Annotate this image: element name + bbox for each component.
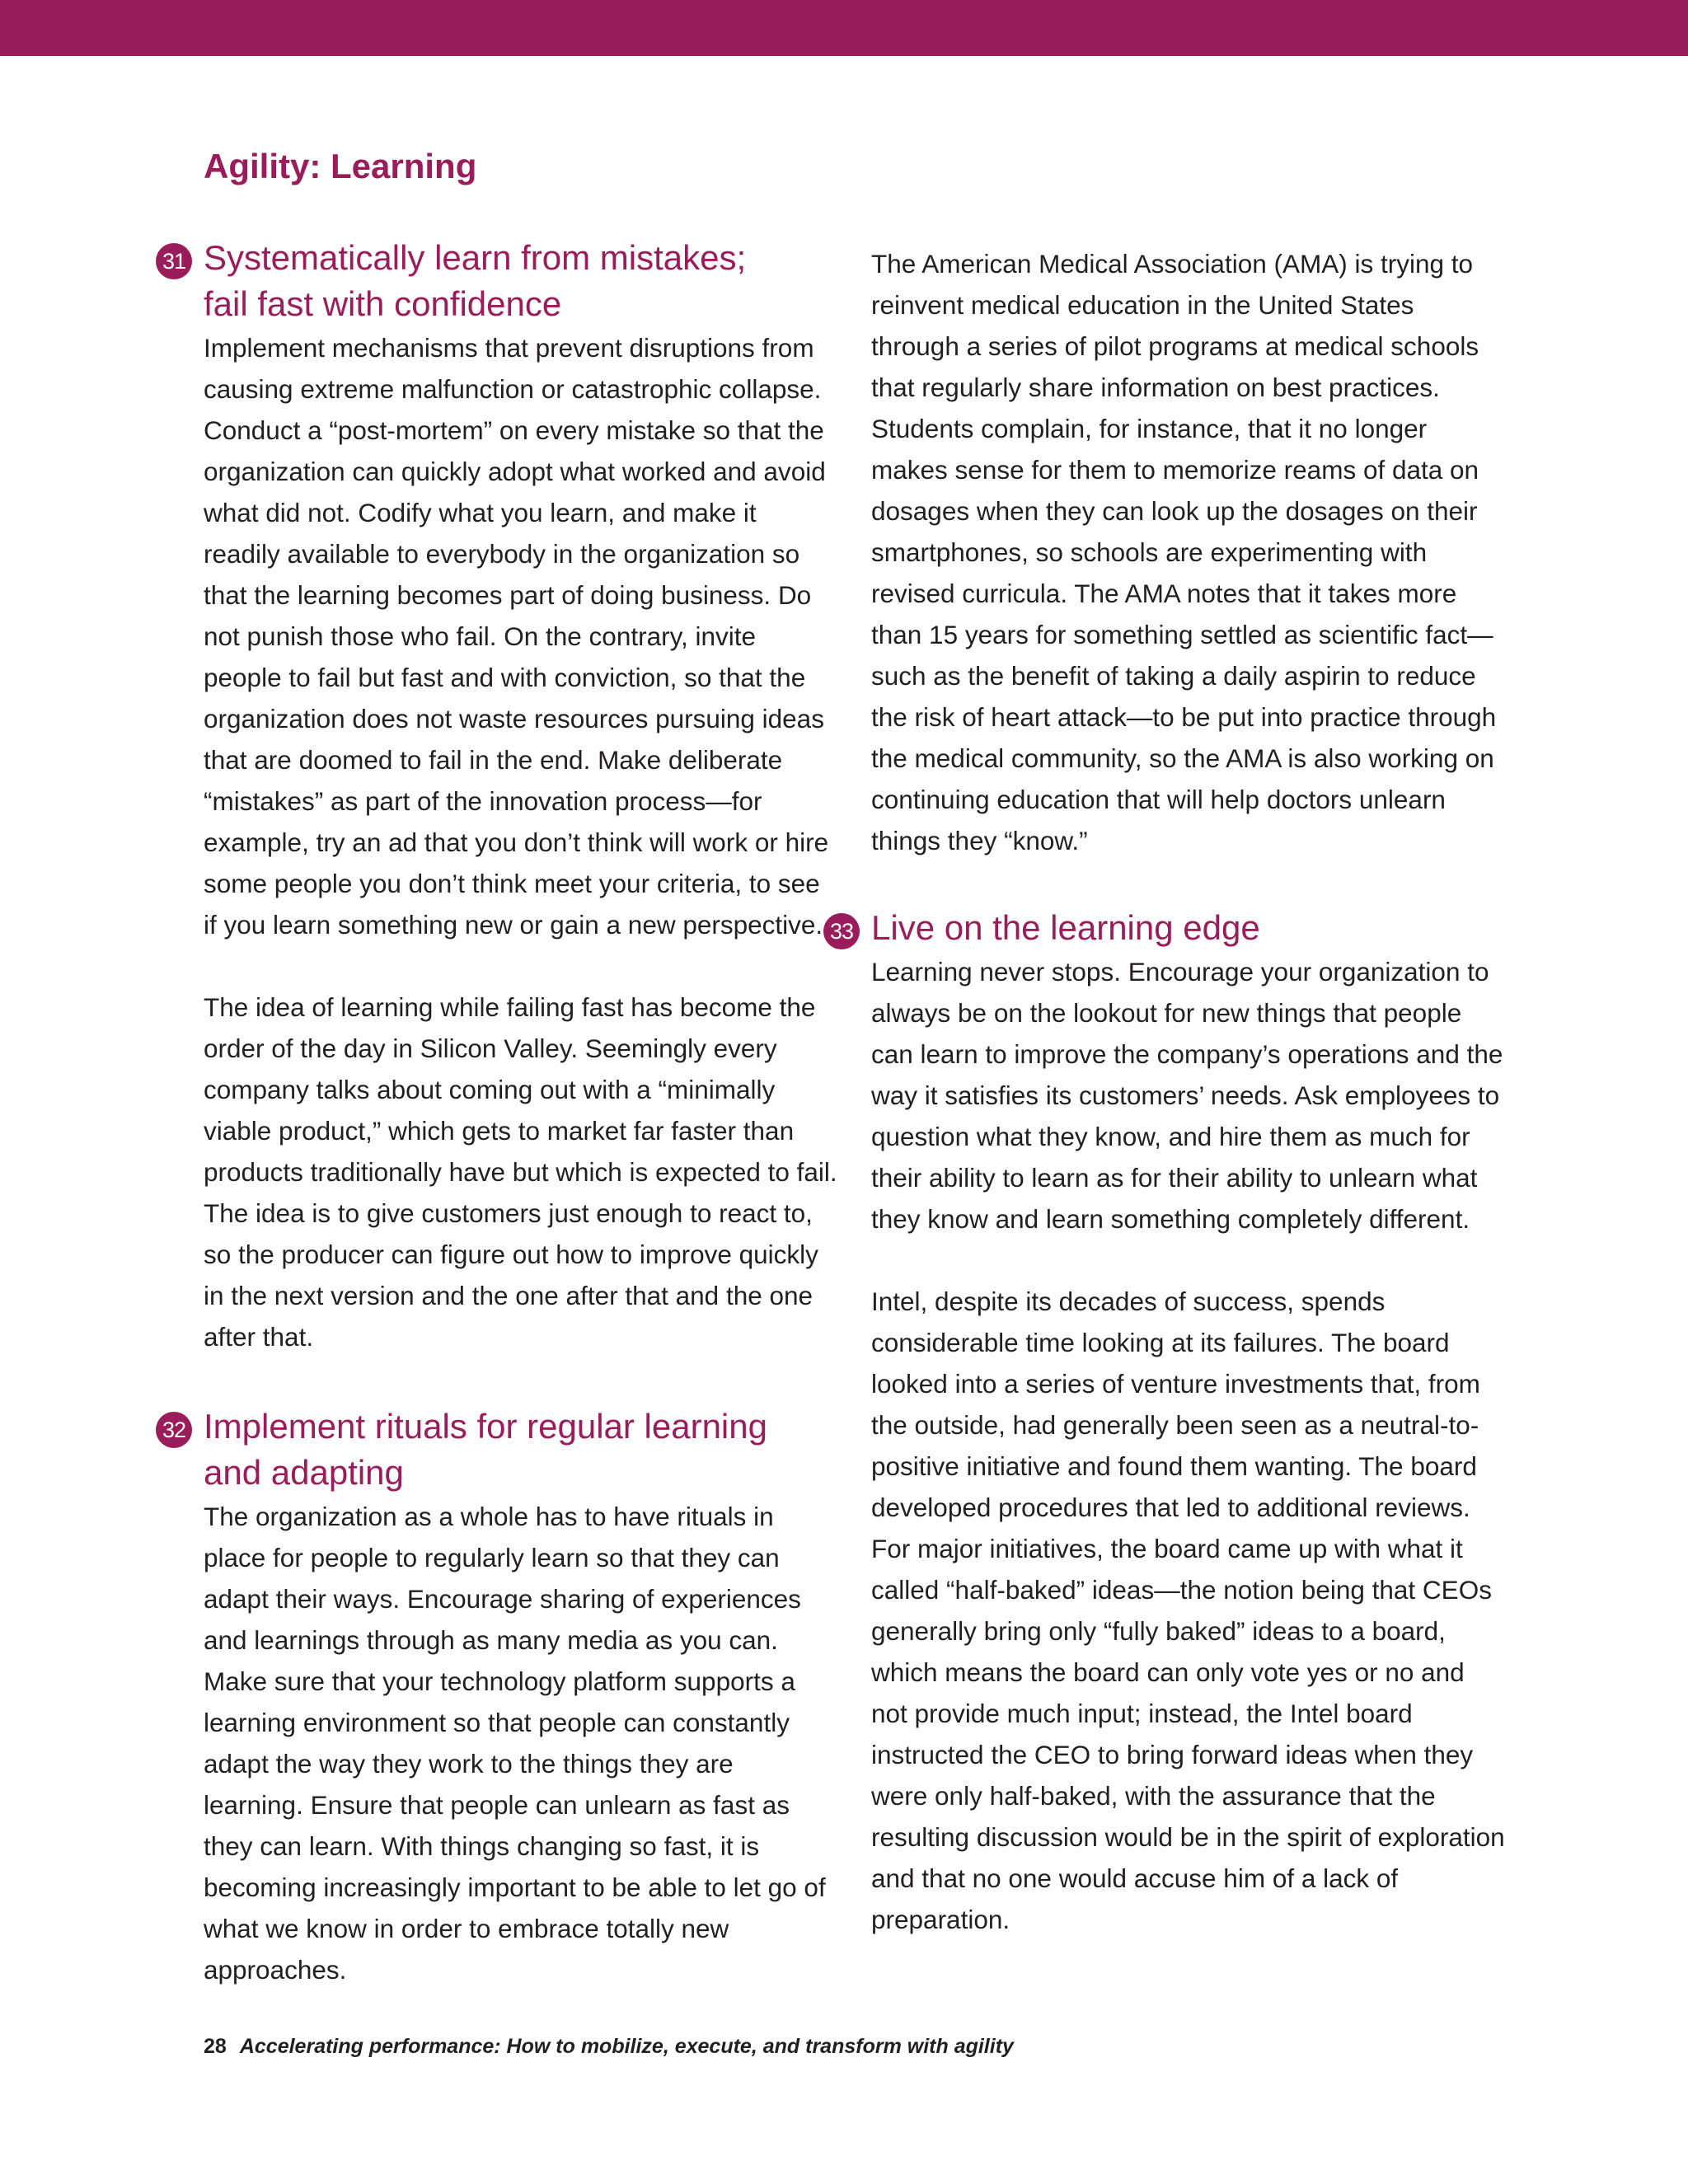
- ama-paragraph: The American Medical Association (AMA) is trying to reinvent medical education in the United States through a series of pilot programs at medical schools that regularly share information on best practices. Students complain, for instance, that it no longer makes sense for them to memorize reams of data on dosages when they can look up the dosages on their smartphones, so schools are experimenting with revised curricula. The AMA notes that it takes more than 15 years for something settled as scientific fact—such as the benefit of taking a daily aspirin to reduce the risk of heart attack—to be put into practice through the medical community, so the AMA is also working on continuing education that will help doctors unlearn things they “know.”: [871, 249, 1497, 855]
- item-33-paragraph-2: Intel, despite its decades of success, spends considerable time looking at its failures. The board looked into a series of venture investments that, from the outside, had generally been seen as a neutral-to-positive initiative and found them wanting. The board developed procedures that led to additional reviews. For major initiatives, the board came up with what it called “half-baked” ideas—the notion being that CEOs generally bring only “fully baked” ideas to a board, which means the board can only vote yes or no and not provide much input; instead, the Intel board instructed the CEO to bring forward ideas when they were only half-baked, with the assurance that the resulting discussion would be in the spirit of exploration and that no one would accuse him of a lack of preparation.: [871, 1286, 1505, 1934]
- item-number-badge: 32: [156, 1412, 192, 1448]
- item-heading-line2: and adapting: [204, 1453, 404, 1492]
- item-heading-line1: Live on the learning edge: [871, 908, 1260, 947]
- right-column-lower: [829, 905, 1506, 1940]
- right-column: [871, 243, 1506, 861]
- item-32-heading: [162, 1404, 838, 1496]
- left-column-lower: [162, 1404, 838, 1990]
- item-number-badge: 33: [823, 913, 860, 949]
- item-33-paragraph-1: Learning never stops. Encourage your organization to always be on the lookout for new things that people can learn to improve the company’s operations and the way it satisfies its customers’ needs. Ask employees to question what they know, and hire them as much for their ability to learn as for their ability to unlearn what they know and learn something completely different.: [871, 957, 1503, 1234]
- item-31-paragraph-2: The idea of learning while failing fast has become the order of the day in Silicon Valley. Seemingly every company talks about coming out with a “minimally viable product,” which gets to market far faster than products traditionally have but which is expected to fail. The idea is to give customers just enough to react to, so the producer can figure out how to improve quickly in the next version and the one after that and the one after that.: [204, 992, 837, 1352]
- item-33-heading: [829, 905, 1506, 951]
- item-31-heading: [162, 235, 838, 327]
- top-accent-bar: [0, 0, 1688, 56]
- item-heading-line1: Systematically learn from mistakes;: [204, 238, 747, 277]
- item-number-badge: 31: [156, 243, 192, 279]
- item-31-paragraph-1: Implement mechanisms that prevent disruptions from causing extreme malfunction or catastrophic collapse. Conduct a “post-mortem” on every mistake so that the organization can quickly adopt what worked and avoid what did not. Codify what you learn, and make it readily available to everybody in the organization so that the learning becomes part of doing business. Do not punish those who fail. On the contrary, invite people to fail but fast and with conviction, so that the organization does not waste resources pursuing ideas that are doomed to fail in the end. Make deliberate “mistakes” as part of the innovation process—for example, try an ad that you don’t think will work or hire some people you don’t think meet your criteria, to see if you learn something new or gain a new perspective.: [204, 333, 829, 940]
- left-column: [162, 235, 838, 1357]
- item-heading-line1: Implement rituals for regular learning: [204, 1407, 767, 1446]
- item-heading-line2: fail fast with confidence: [204, 284, 562, 323]
- page-number: 28: [204, 2035, 227, 2058]
- item-32-paragraph-1: The organization as a whole has to have rituals in place for people to regularly learn so that they can adapt their ways. Encourage sharing of experiences and learnings through as many media as you can. Make sure that your technology platform supports a learning environment so that people can constantly adapt the way they work to the things they are learning. Ensure that people can unlearn as fast as they can learn. With things changing so fast, it is becoming increasingly important to be able to let go of what we know in order to embrace totally new approaches.: [204, 1502, 826, 1985]
- publication-title: Accelerating performance: How to mobilize, execute, and transform with agility: [239, 2035, 1014, 2058]
- page-footer: [204, 2035, 1014, 2059]
- section-title: Agility: Learning: [204, 147, 477, 185]
